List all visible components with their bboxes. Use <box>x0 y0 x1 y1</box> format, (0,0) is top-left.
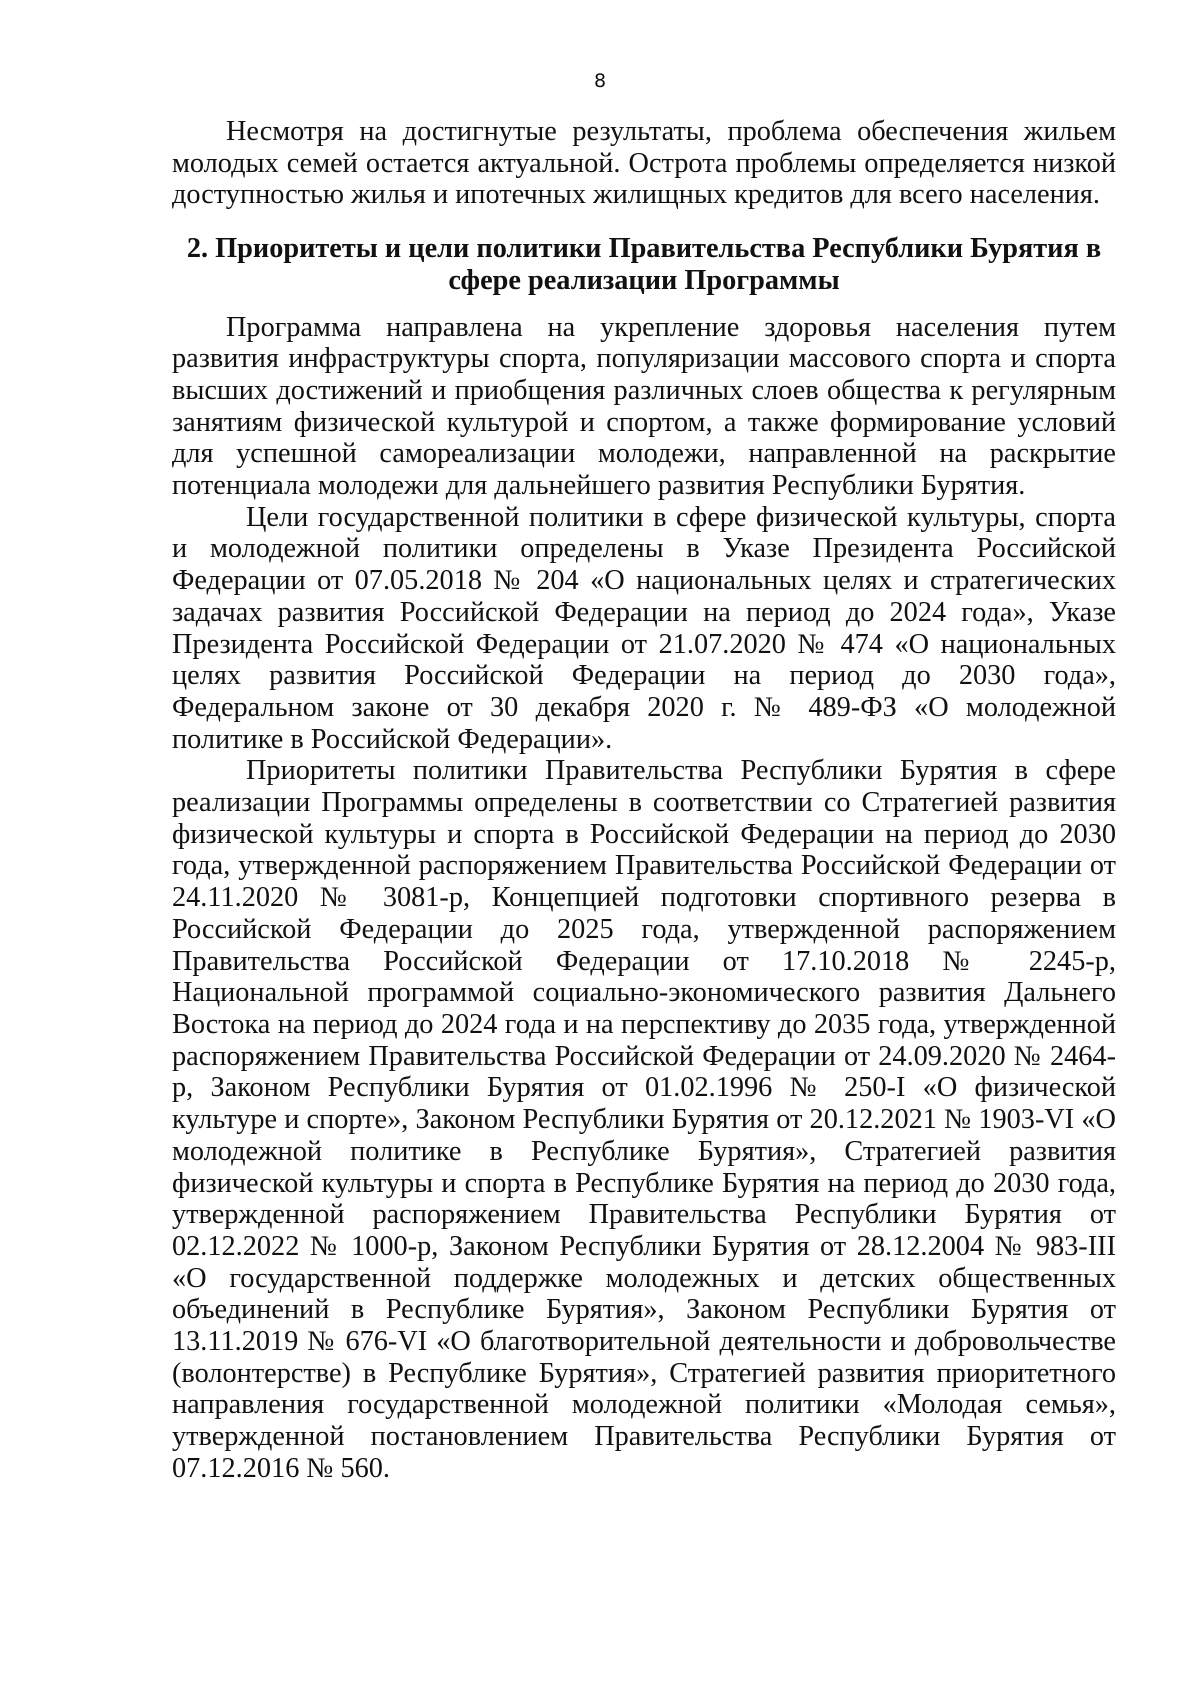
intro-paragraph: Несмотря на достигнутые результаты, проблема обеспечения жильем молодых семей остается актуальной. Острота проблемы определяется низкой доступностью жилья и ипотечных жилищных кредитов для всего населения. <box>172 116 1116 211</box>
section-heading: 2. Приоритеты и цели политики Правительства Республики Бурятия в сфере реализации Программы <box>186 233 1102 296</box>
program-aim-paragraph: Программа направлена на укрепление здоровья населения путем развития инфраструктуры спорта, популяризации массового спорта и спорта высших достижений и приобщения различных слоев общества к регулярным занятиям физической культурой и спортом, а также формирование условий для успешной самореализации молодежи, направленной на раскрытие потенциала молодежи для дальнейшего развития Республики Бурятия. <box>172 311 1116 502</box>
document-body <box>172 116 1116 1485</box>
page-number: 8 <box>593 70 607 92</box>
policy-goals-paragraph: Цели государственной политики в сфере физической культуры, спорта и молодежной политики определены в Указе Президента Российской Федерации от 07.05.2018 № 204 «О национальных целях и стратегических задачах развития Российской Федерации на период до 2024 года», Указе Президента Российской Федерации от 21.07.2020 № 474 «О национальных целях развития Российской Федерации на период до 2030 года», Федеральном законе от 30 декабря 2020 г. № 489-ФЗ «О молодежной политике в Российской Федерации». <box>172 501 1116 755</box>
policy-priorities-paragraph: Приоритеты политики Правительства Республики Бурятия в сфере реализации Программы определены в соответствии со Стратегией развития физической культуры и спорта в Российской Федерации на период до 2030 года, утвержденной распоряжением Правительства Российской Федерации от 24.11.2020 № 3081-р, Концепцией подготовки спортивного резерва в Российской Федерации до 2025 года, утвержденной распоряжением Правительства Российской Федерации от 17.10.2018 № 2245-р, Национальной программой социально-экономического развития Дальнего Востока на период до 2024 года и на перспективу до 2035 года, утвержденной распоряжением Правительства Российской Федерации от 24.09.2020 № 2464-р, Законом Республики Бурятия от 01.02.1996 № 250-I «О физической культуре и спорте», Законом Республики Бурятия от 20.12.2021 № 1903-VI «О молодежной политике в Республике Бурятия», Стратегией развития физической культуры и спорта в Республике Бурятия на период до 2030 года, утвержденной распоряжением Правительства Республики Бурятия от 02.12.2022 № 1000-р, Законом Республики Бурятия от 28.12.2004 № 983-III «О государственной поддержке молодежных и детских общественных объединений в Республике Бурятия», Законом Республики Бурятия от 13.11.2019 № 676-VI «О благотворительной деятельности и добровольчестве (волонтерстве) в Республике Бурятия», Стратегией развития приоритетного направления государственной молодежной политики «Молодая семья», утвержденной постановлением Правительства Республики Бурятия от 07.12.2016 № 560. <box>172 755 1116 1484</box>
